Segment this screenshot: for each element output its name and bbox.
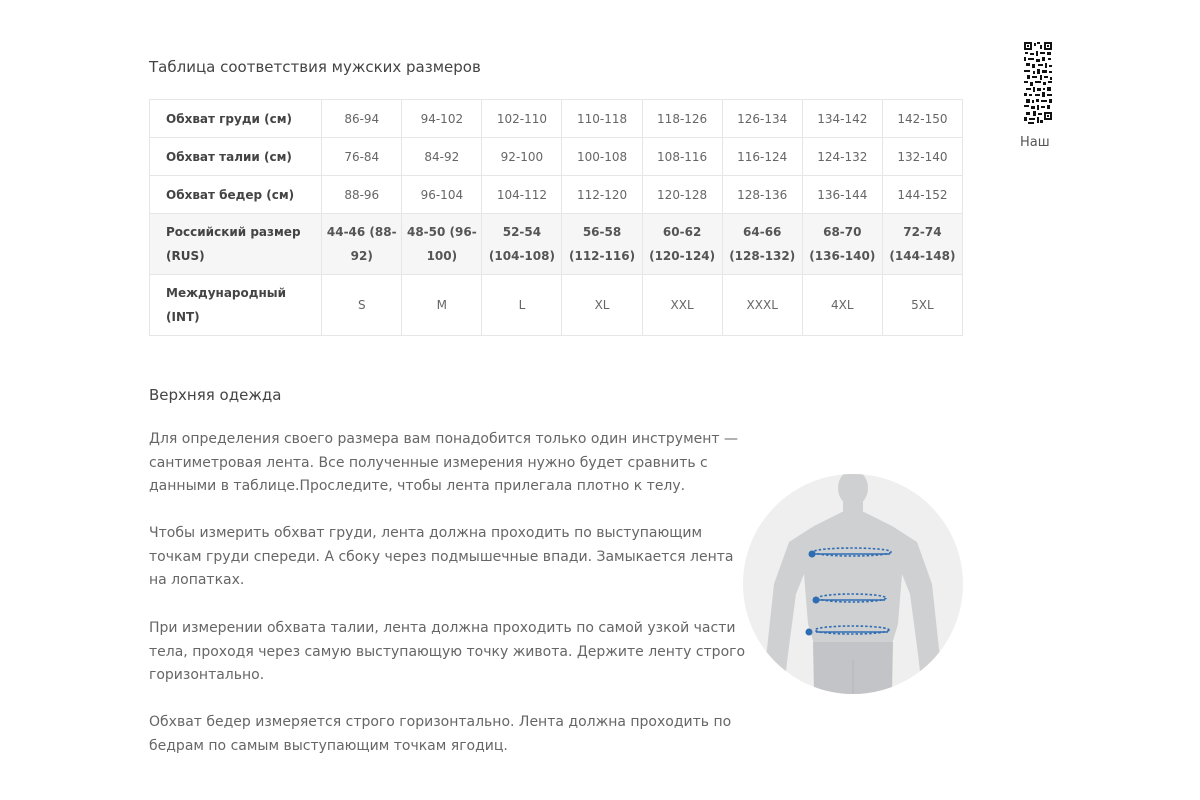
table-cell: 118-126 [642, 100, 722, 138]
row-label: Обхват груди (см) [150, 100, 322, 138]
table-cell: 86-94 [322, 100, 402, 138]
table-cell: 44-46 (88-92) [322, 214, 402, 275]
table-cell: 128-136 [722, 176, 802, 214]
table-cell: 76-84 [322, 138, 402, 176]
table-cell: 100-108 [562, 138, 642, 176]
table-cell: 142-150 [882, 100, 962, 138]
section-title: Верхняя одежда [149, 386, 282, 404]
table-cell: 126-134 [722, 100, 802, 138]
table-cell: 120-128 [642, 176, 722, 214]
table-row-waist [150, 138, 963, 176]
table-cell: 132-140 [882, 138, 962, 176]
body-measurement-illustration [742, 474, 964, 694]
table-cell: XXXL [722, 275, 802, 336]
table-cell: 134-142 [802, 100, 882, 138]
row-label: Российский размер (RUS) [150, 214, 322, 275]
table-row-hips [150, 176, 963, 214]
row-label: Международный (INT) [150, 275, 322, 336]
table-cell: 52-54 (104-108) [482, 214, 562, 275]
table-row-int-size [150, 275, 963, 336]
table-cell: L [482, 275, 562, 336]
table-cell: 116-124 [722, 138, 802, 176]
table-cell: 104-112 [482, 176, 562, 214]
paragraph-chest: Чтобы измерить обхват груди, лента должна проходить по выступающим точкам груди спереди. А сбоку через подмышечные впади. Замыкается лента на лопатках. [149, 525, 734, 588]
table-cell: 102-110 [482, 100, 562, 138]
table-cell: M [402, 275, 482, 336]
table-cell: 64-66 (128-132) [722, 214, 802, 275]
qr-caption: Наш [1020, 135, 1050, 150]
paragraph-waist: При измерении обхвата талии, лента должна проходить по самой узкой части тела, проходя через самую выступающую точку живота. Держите ленту строго горизонтально. [149, 620, 746, 683]
table-cell: 96-104 [402, 176, 482, 214]
table-cell: XL [562, 275, 642, 336]
table-cell: S [322, 275, 402, 336]
table-cell: 108-116 [642, 138, 722, 176]
table-cell: 112-120 [562, 176, 642, 214]
row-label: Обхват бедер (см) [150, 176, 322, 214]
row-label: Обхват талии (см) [150, 138, 322, 176]
table-row-chest [150, 100, 963, 138]
page-title: Таблица соответствия мужских размеров [149, 58, 481, 76]
qr-code-icon[interactable] [1024, 42, 1052, 124]
table-cell: 110-118 [562, 100, 642, 138]
table-cell: 84-92 [402, 138, 482, 176]
table-row-rus-size [150, 214, 963, 275]
table-cell: 88-96 [322, 176, 402, 214]
table-cell: 124-132 [802, 138, 882, 176]
table-cell: XXL [642, 275, 722, 336]
table-cell: 72-74 (144-148) [882, 214, 962, 275]
table-cell: 68-70 (136-140) [802, 214, 882, 275]
paragraph-hips: Обхват бедер измеряется строго горизонтально. Лента должна проходить по бедрам по самым выступающим точкам ягодиц. [149, 714, 732, 754]
paragraph-intro: Для определения своего размера вам понадобится только один инструмент — сантиметровая лента. Все полученные измерения нужно будет сравнить с данными в таблице.Проследите, чтобы лента прилегала плотно к телу. [149, 431, 738, 494]
table-cell: 56-58 (112-116) [562, 214, 642, 275]
size-table [149, 99, 963, 336]
table-cell: 5XL [882, 275, 962, 336]
table-cell: 48-50 (96-100) [402, 214, 482, 275]
table-cell: 94-102 [402, 100, 482, 138]
table-cell: 92-100 [482, 138, 562, 176]
table-cell: 144-152 [882, 176, 962, 214]
table-cell: 4XL [802, 275, 882, 336]
table-cell: 60-62 (120-124) [642, 214, 722, 275]
table-cell: 136-144 [802, 176, 882, 214]
